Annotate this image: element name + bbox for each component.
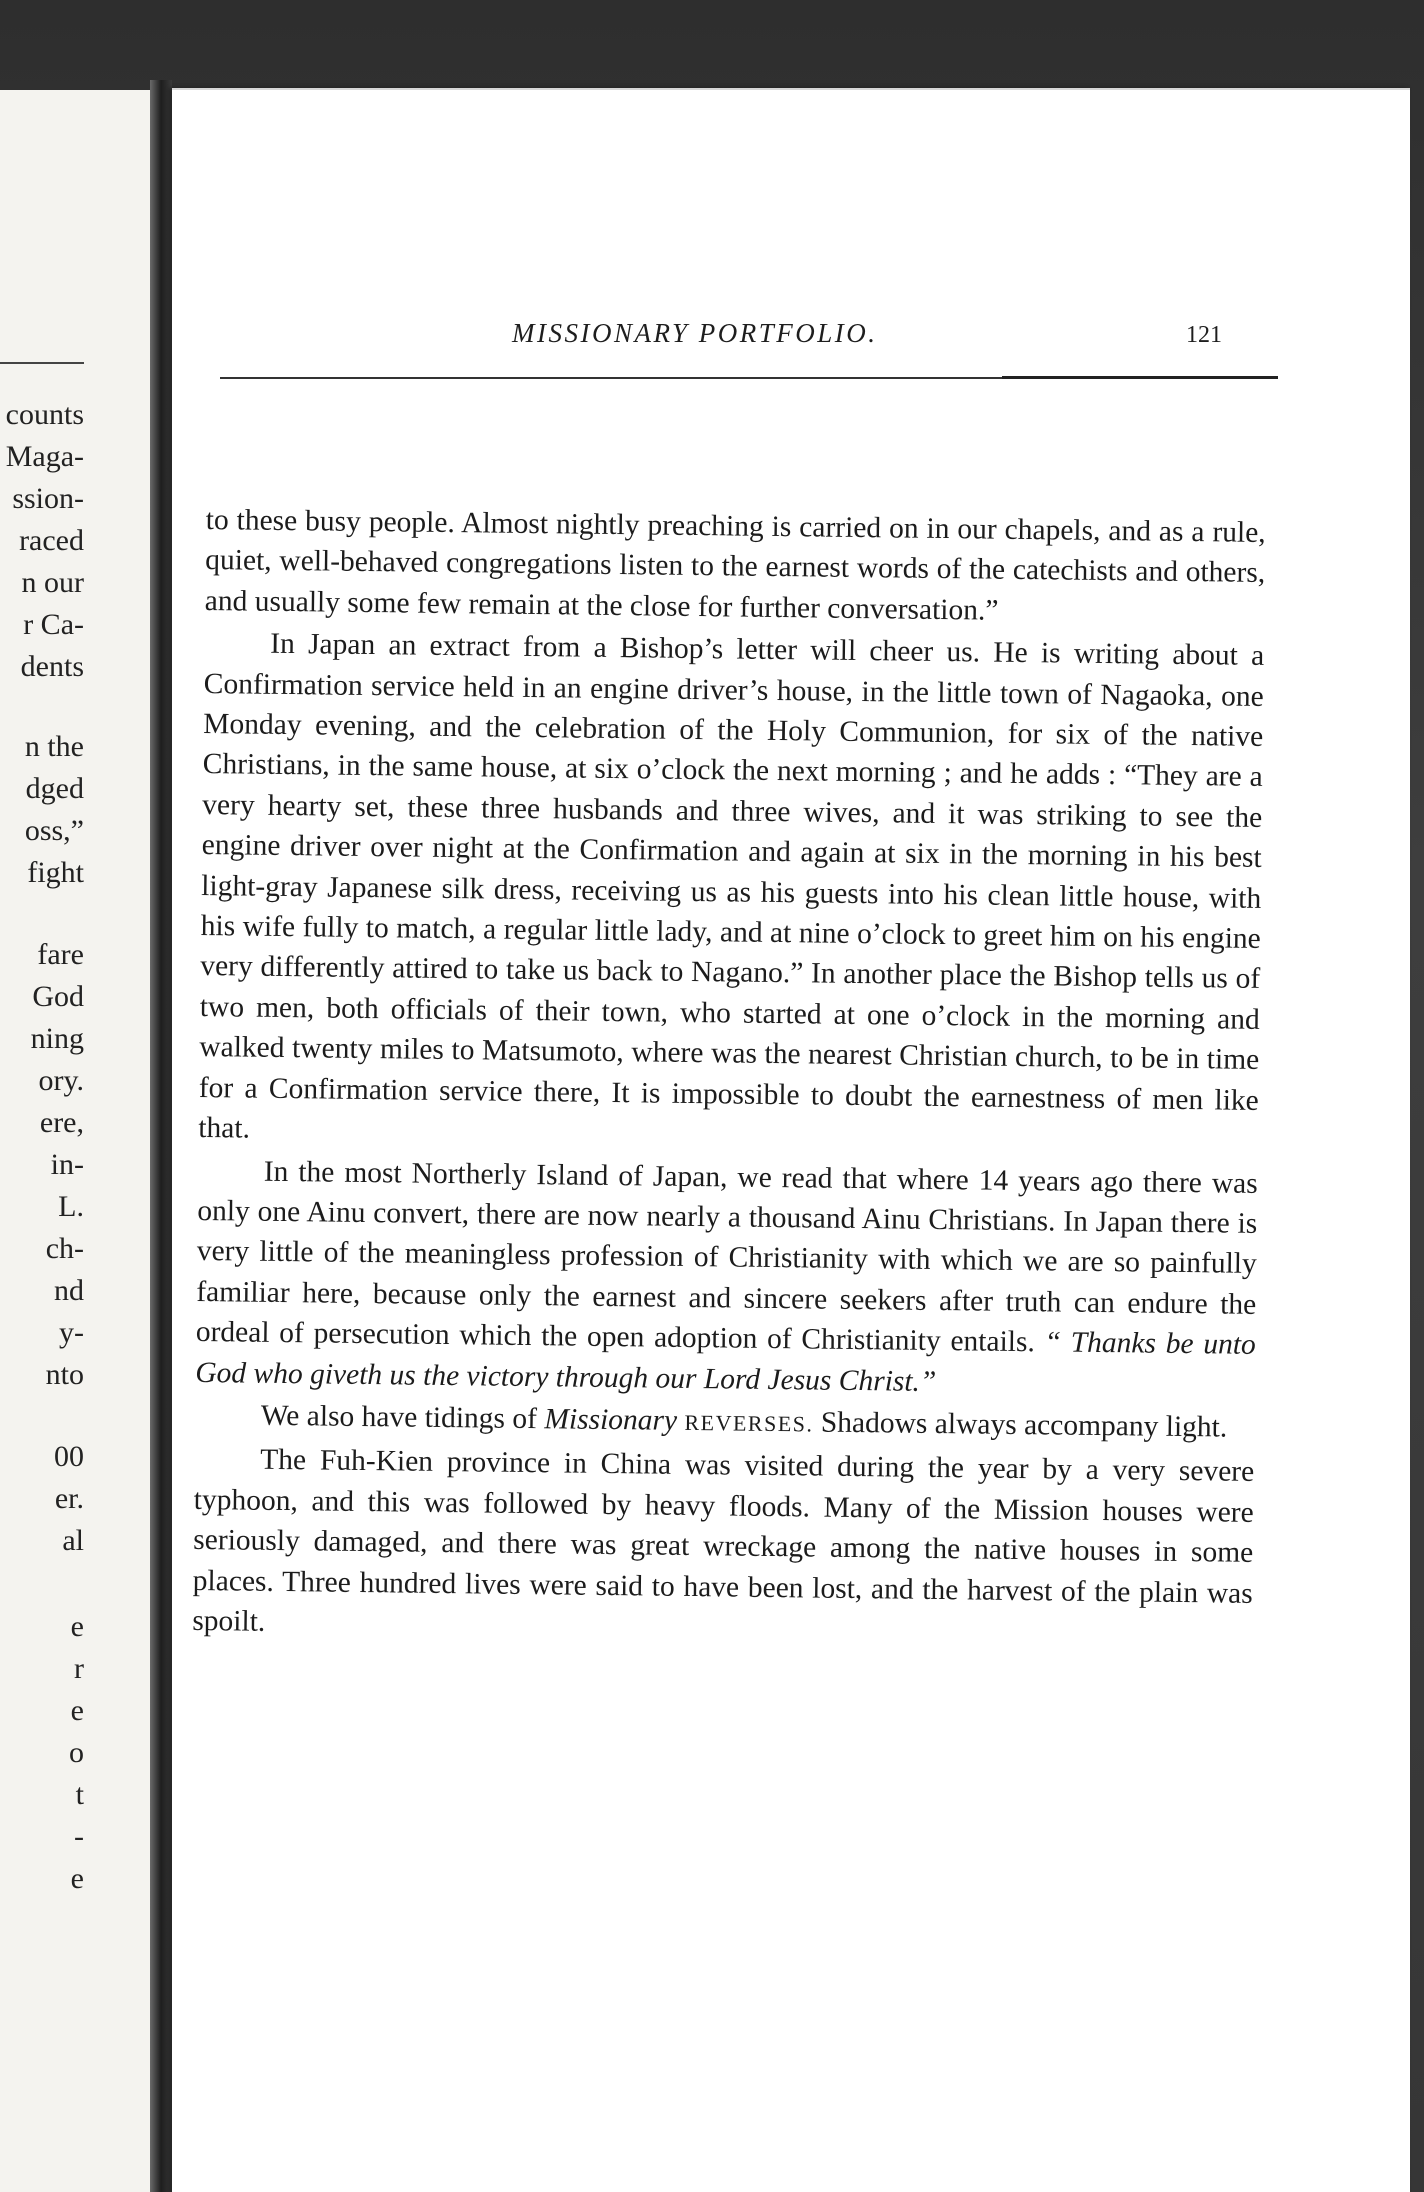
page-number: 121	[1186, 322, 1222, 348]
facing-page-fragment: Maga-	[5, 440, 84, 473]
italic-term: Missionary	[544, 1403, 678, 1437]
paragraph: to these busy people. Almost nightly preaching is carried on in our chapels, and as a rule, quiet, well-behaved congregations listen to the earnest words of the catechists and others, and usually some few remain at the close for further conversation.”	[204, 503, 1266, 627]
facing-page-fragment: counts	[5, 398, 84, 431]
facing-page-fragment: 00	[54, 1440, 84, 1473]
facing-page-fragment: e	[70, 1610, 84, 1643]
facing-page-fragment: raced	[19, 524, 84, 557]
header-rule-accent	[1002, 376, 1278, 379]
facing-page-fragment: er.	[54, 1482, 84, 1515]
facing-page-fragment: nd	[54, 1274, 84, 1307]
scripture-quote: “ Thanks be unto God who giveth us the victory through our Lord Jesus Christ.”	[195, 1326, 1256, 1398]
facing-page	[0, 90, 150, 2192]
facing-page-fragment: fare	[37, 938, 84, 971]
facing-page-fragment: al	[62, 1524, 84, 1557]
facing-page-fragment: r Ca-	[23, 608, 84, 641]
facing-page-rule	[0, 362, 84, 364]
facing-page-fragment: L.	[58, 1190, 84, 1223]
running-title: MISSIONARY PORTFOLIO.	[512, 318, 878, 348]
facing-page-fragment: y-	[59, 1316, 84, 1349]
facing-page-fragment: ory.	[38, 1064, 84, 1097]
body-text	[192, 500, 1266, 1654]
small-caps-term: REVERSES.	[684, 1409, 814, 1437]
paragraph-text: In the most Northerly Island of Japan, we read that where 14 years ago there was only one Ainu convert, there are now nearly a thousand Ainu Christians. In Japan there is very little of the meaningless profession of Christianity with which we are so painfully familiar here, because only the earnest and sincere seekers after truth can endure the ordeal of persecution which the open adoption of Christianity entails.	[195, 1155, 1258, 1359]
facing-page-fragment: -	[74, 1820, 84, 1853]
book-page	[172, 88, 1410, 2192]
facing-page-fragment: r	[74, 1652, 84, 1685]
facing-page-fragment: t	[75, 1778, 84, 1811]
running-header	[172, 318, 1410, 358]
facing-page-fragment: ning	[30, 1022, 84, 1055]
facing-page-fragment: oss,”	[24, 814, 84, 847]
facing-page-fragment: ssion-	[12, 482, 84, 515]
facing-page-fragment: n the	[24, 730, 84, 763]
facing-page-fragment: nto	[45, 1358, 84, 1391]
facing-page-fragment: e	[70, 1862, 84, 1895]
facing-page-fragment: ere,	[39, 1106, 84, 1139]
facing-page-fragment: ch-	[45, 1232, 84, 1265]
facing-page-fragment: dged	[25, 772, 84, 805]
facing-page-fragment: o	[69, 1736, 84, 1769]
facing-page-fragment: dents	[20, 650, 84, 683]
facing-page-fragment: n our	[21, 566, 84, 599]
facing-page-fragment: in-	[50, 1148, 84, 1181]
paragraph-text: We also have tidings of	[260, 1399, 545, 1436]
facing-page-fragment: fight	[27, 856, 84, 889]
paragraph: In Japan an extract from a Bishop’s letter will cheer us. He is writing about a Confirmation service held in an engine driver’s house, in the little town of Nagaoka, one Monday evening, and the celebration of the Holy Communion, for six of the native Christians, in the same house, at six o’clock the next morning ; and he adds : “They are a very hearty set, these three husbands and three wives, and it was striking to see the engine driver over night at the Confirmation and again at six in the morning in his best light-gray Japanese silk dress, receiving us as his guests into his clean little house, with his wife fully to match, a regular little lady, and at nine o’clock to greet him on his engine very differently attired to take us back to Nagano.” In another place the Bishop tells us of two men, both officials of their town, who started at one o’clock in the morning and walked twenty miles to Matsumoto, where was the nearest Christian church, to be in time for a Confirmation service there, It is impossible to doubt the earnestness of men like that.	[198, 628, 1265, 1145]
paragraph: The Fuh-Kien province in China was visited during the year by a very severe typhoon, and this was followed by heavy floods. Many of the Mission houses were seriously damaged, and there was great wreckage among the native houses in some places. Three hundred lives were said to have been lost, and the harvest of the plain was spoilt.	[192, 1444, 1255, 1638]
facing-page-fragment: God	[32, 980, 84, 1013]
facing-page-fragment: e	[70, 1694, 84, 1727]
paragraph	[195, 1150, 1258, 1405]
book-gutter	[150, 80, 172, 2192]
paragraph-text: Shadows always accompany light.	[813, 1406, 1228, 1444]
